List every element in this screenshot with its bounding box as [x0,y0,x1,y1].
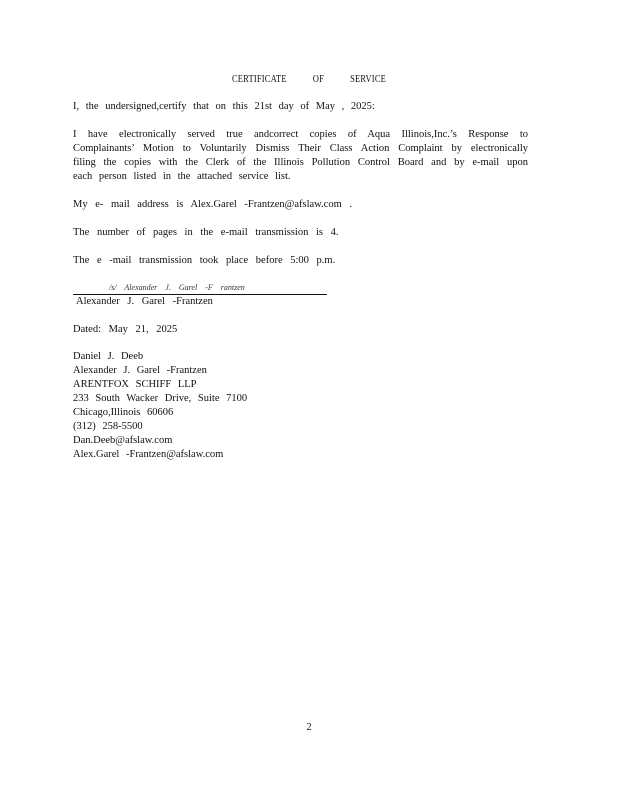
firm-name: ARENTFOX SCHIFF LLP [73,379,197,390]
signature-block [73,283,327,308]
page-number: 2 [306,722,312,733]
certificate-title: CERTIFICATE OF SERVICE [231,74,387,85]
dated-line: Dated: May 21, 2025 [73,324,178,335]
transmission-time-statement: The e -mail transmission took place before 5:00 p.m. [73,255,336,266]
attorney-address-block [73,350,247,462]
page-count-statement: The number of pages in the e-mail transmission is 4. [73,227,339,238]
city-state-zip: Chicago,Illinois 60606 [73,407,174,418]
electronic-signature: /s/ Alexander J. Garel -F rantzen [109,283,245,292]
email-2: Alex.Garel -Frantzen@afslaw.com [73,449,224,460]
attorney-name-2: Alexander J. Garel -Frantzen [73,365,207,376]
email-1: Dan.Deeb@afslaw.com [73,435,173,446]
phone-number: (312) 258-5500 [73,421,143,432]
signer-name: Alexander J. Garel -Frantzen [76,296,213,307]
service-statement: I have electronically served true andcorrect copies of Aqua Illinois,Inc.’s Response to Complainants’ Motion to Voluntarily Dismiss Their Class Action Complaint by electronically filing the copies with the Clerk of the Illinois Pollution Control Board and by e-mail upon each person listed in the attached service list. [73,129,528,182]
email-address-statement: My e- mail address is Alex.Garel -Frantzen@afslaw.com . [73,199,352,210]
street-address: 233 South Wacker Drive, Suite 7100 [73,393,248,404]
certification-intro: I, the undersigned,certify that on this 21st day of May , 2025: [73,101,375,112]
attorney-name-1: Daniel J. Deeb [73,351,144,362]
